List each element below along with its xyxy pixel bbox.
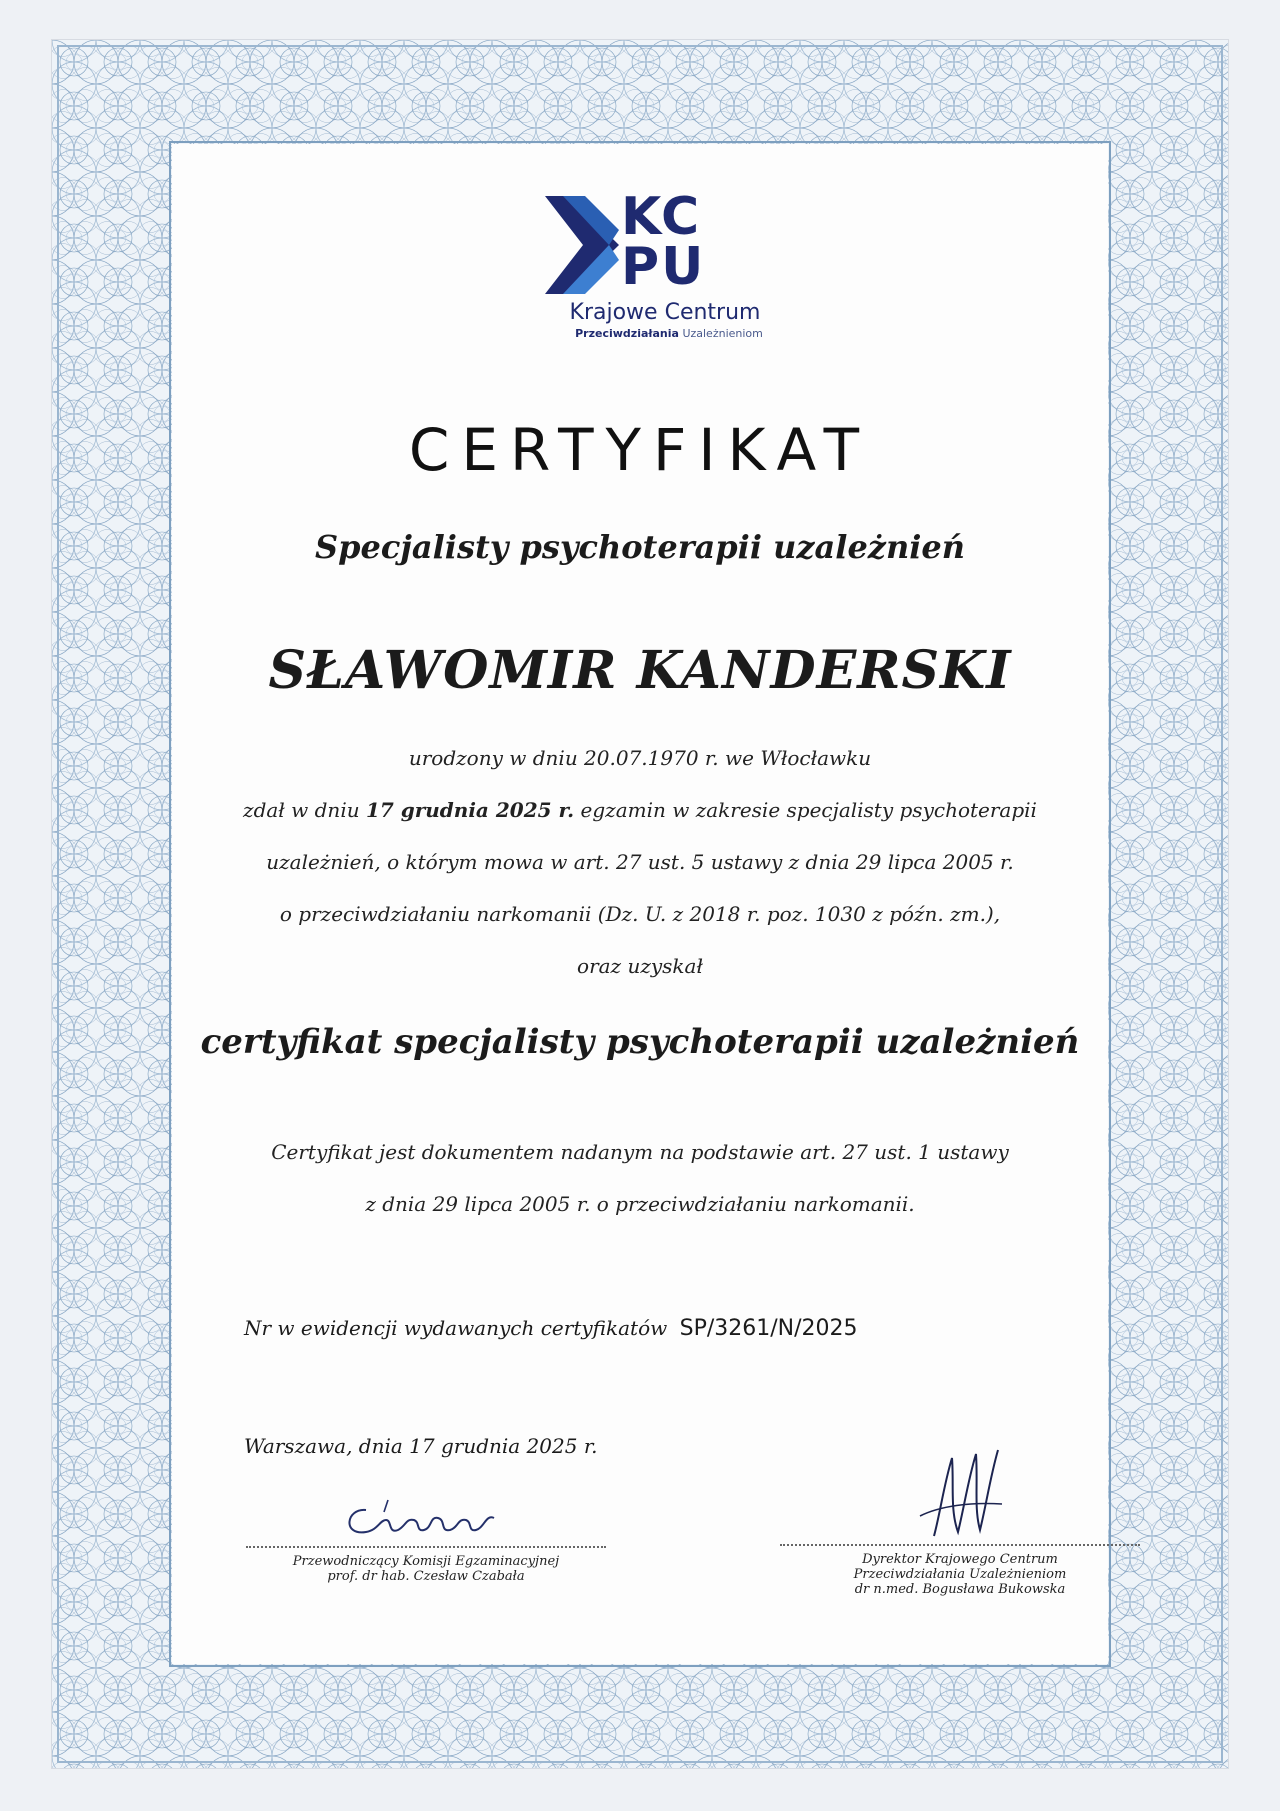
act-reference-line: o przeciwdziałaniu narkomanii (Dz. U. z 2018 r. poz. 1030 z późn. zm.),	[279, 902, 1001, 926]
signature-left	[246, 1490, 606, 1584]
certificate-content	[172, 144, 1108, 1664]
signature-left-name: prof. dr hab. Czesław Czabała	[327, 1569, 525, 1584]
logo-x-mark-icon	[545, 196, 619, 294]
exam-line: zdał w dniu 17 grudnia 2025 r. egzamin w zakresie specjalisty psychoterapii	[243, 798, 1037, 822]
certificate-name: certyfikat specjalisty psychoterapii uzależnień	[200, 1022, 1080, 1062]
obtained-line: oraz uzyskał	[577, 954, 703, 978]
birth-line: urodzony w dniu 20.07.1970 r. we Włocławku	[408, 746, 872, 770]
place-date: Warszawa, dnia 17 grudnia 2025 r.	[244, 1434, 598, 1458]
certificate-page	[52, 40, 1228, 1768]
signature-right	[780, 1444, 1140, 1597]
registry-number: SP/3261/N/2025	[679, 1316, 858, 1341]
legal-note-line-1: Certyfikat jest dokumentem nadanym na podstawie art. 27 ust. 1 ustawy	[271, 1140, 1009, 1164]
logo-letters-top: KC	[621, 187, 702, 247]
recipient-name: SŁAWOMIR KANDERSKI	[268, 640, 1012, 701]
registry-label: Nr w ewidencji wydawanych certyfikatów	[244, 1316, 668, 1340]
signature-left-role: Przewodniczący Komisji Egzaminacyjnej	[292, 1554, 560, 1569]
logo-letters-bottom: PU	[621, 237, 706, 297]
handwritten-signature-right	[880, 1444, 1040, 1544]
handwritten-signature-left	[326, 1490, 526, 1546]
logo-name: Krajowe Centrum	[569, 300, 761, 325]
legal-note-line-2: z dnia 29 lipca 2005 r. o przeciwdziałaniu narkomanii.	[365, 1192, 915, 1216]
signature-right-role-1: Dyrektor Krajowego Centrum	[862, 1552, 1058, 1567]
certificate-subtitle: Specjalisty psychoterapii uzależnień	[314, 528, 966, 566]
signature-right-role-2: Przeciwdziałania Uzależnieniom	[853, 1567, 1067, 1582]
registry-line	[244, 1316, 858, 1341]
signature-right-name: dr n.med. Bogusława Bukowska	[854, 1582, 1066, 1597]
logo-subtitle: Przeciwdziałania Uzależnieniom	[575, 327, 763, 340]
certificate-title: CERTYFIKAT	[408, 416, 872, 484]
legal-basis-line: uzależnień, o którym mowa w art. 27 ust. 5 ustawy z dnia 29 lipca 2005 r.	[266, 850, 1014, 874]
kcpu-logo	[172, 187, 1108, 340]
